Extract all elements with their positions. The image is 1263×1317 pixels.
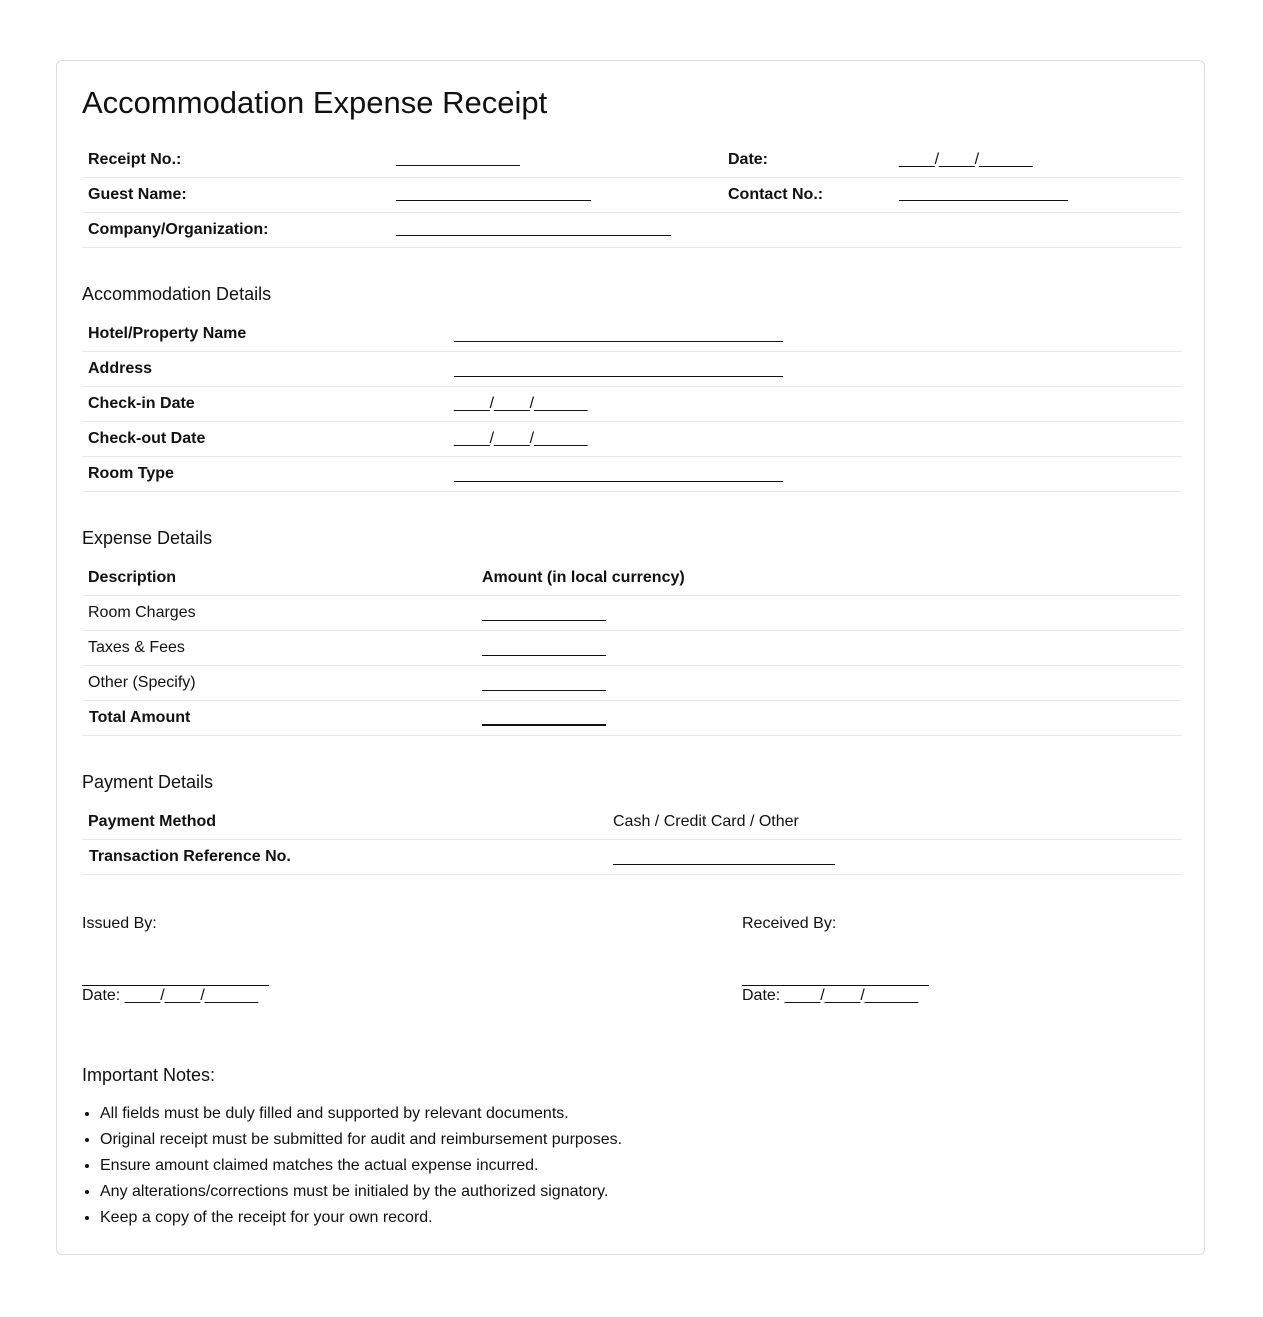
issued-by-label: Issued By: (82, 915, 157, 932)
expense-heading: Expense Details (82, 528, 213, 548)
expense-row (82, 631, 1182, 666)
total-amount-field[interactable] (482, 724, 606, 726)
contact-no-field[interactable] (899, 200, 1068, 201)
checkin-label: Check-in Date (88, 395, 195, 412)
taxes-amount-field[interactable] (482, 655, 606, 656)
payment-method-options[interactable]: Cash / Credit Card / Other (613, 813, 799, 830)
payment-method-label: Payment Method (88, 813, 217, 830)
page-title: Accommodation Expense Receipt (82, 85, 548, 120)
expense-row (82, 596, 1182, 631)
receipt-card (56, 60, 1205, 1255)
received-date[interactable]: Date: ____/____/______ (742, 987, 919, 1004)
room-type-row (82, 457, 1182, 492)
checkout-field[interactable]: ____/____/______ (454, 430, 588, 447)
payment-heading: Payment Details (82, 772, 214, 792)
checkin-field[interactable]: ____/____/______ (454, 395, 588, 412)
reference-label: Transaction Reference No. (89, 848, 291, 865)
guest-name-row (82, 178, 1182, 213)
reference-row (82, 840, 1182, 875)
room-charges-amount-field[interactable] (482, 620, 606, 621)
other-amount-field[interactable] (482, 690, 606, 691)
hotel-field[interactable] (454, 341, 783, 342)
checkout-label: Check-out Date (88, 430, 206, 447)
received-by-label: Received By: (742, 915, 837, 932)
hotel-row (82, 317, 1182, 352)
receipt-no-row (82, 143, 1182, 178)
company-label: Company/Organization: (88, 221, 269, 238)
contact-no-label: Contact No.: (728, 186, 824, 203)
address-field[interactable] (454, 376, 783, 377)
receipt-no-field[interactable] (396, 165, 520, 166)
issued-date[interactable]: Date: ____/____/______ (82, 987, 259, 1004)
accommodation-heading: Accommodation Details (82, 284, 272, 304)
date-label: Date: (728, 151, 769, 168)
receipt-no-label: Receipt No.: (88, 151, 182, 168)
checkin-row (82, 387, 1182, 422)
total-label: Total Amount (89, 709, 191, 726)
company-row (82, 213, 1182, 248)
notes-heading: Important Notes: (82, 1065, 216, 1085)
address-row (82, 352, 1182, 387)
expense-col-amount: Amount (in local currency) (482, 569, 685, 586)
expense-description: Taxes & Fees (88, 639, 185, 656)
total-row (82, 701, 1182, 736)
guest-name-label: Guest Name: (88, 186, 187, 203)
expense-col-description: Description (88, 569, 177, 586)
list-item: • Keep a copy of the receipt for your own record. (100, 1205, 622, 1231)
date-field[interactable]: ____/____/______ (899, 151, 1033, 168)
notes-list (82, 1101, 622, 1231)
hotel-label: Hotel/Property Name (88, 325, 247, 342)
room-type-field[interactable] (454, 481, 783, 482)
expense-row (82, 666, 1182, 701)
list-item: • All fields must be duly filled and supported by relevant documents. (100, 1101, 622, 1127)
expense-header-row (82, 561, 1182, 596)
company-field[interactable] (396, 235, 671, 236)
checkout-row (82, 422, 1182, 457)
reference-field[interactable] (613, 864, 835, 865)
guest-name-field[interactable] (396, 200, 591, 201)
list-item: • Ensure amount claimed matches the actual expense incurred. (100, 1153, 622, 1179)
payment-method-row (82, 805, 1182, 840)
expense-description: Room Charges (88, 604, 196, 621)
address-label: Address (88, 360, 153, 377)
list-item: • Any alterations/corrections must be initialed by the authorized signatory. (100, 1179, 622, 1205)
room-type-label: Room Type (88, 465, 174, 482)
list-item: • Original receipt must be submitted for audit and reimbursement purposes. (100, 1127, 622, 1153)
expense-description: Other (Specify) (88, 674, 196, 691)
